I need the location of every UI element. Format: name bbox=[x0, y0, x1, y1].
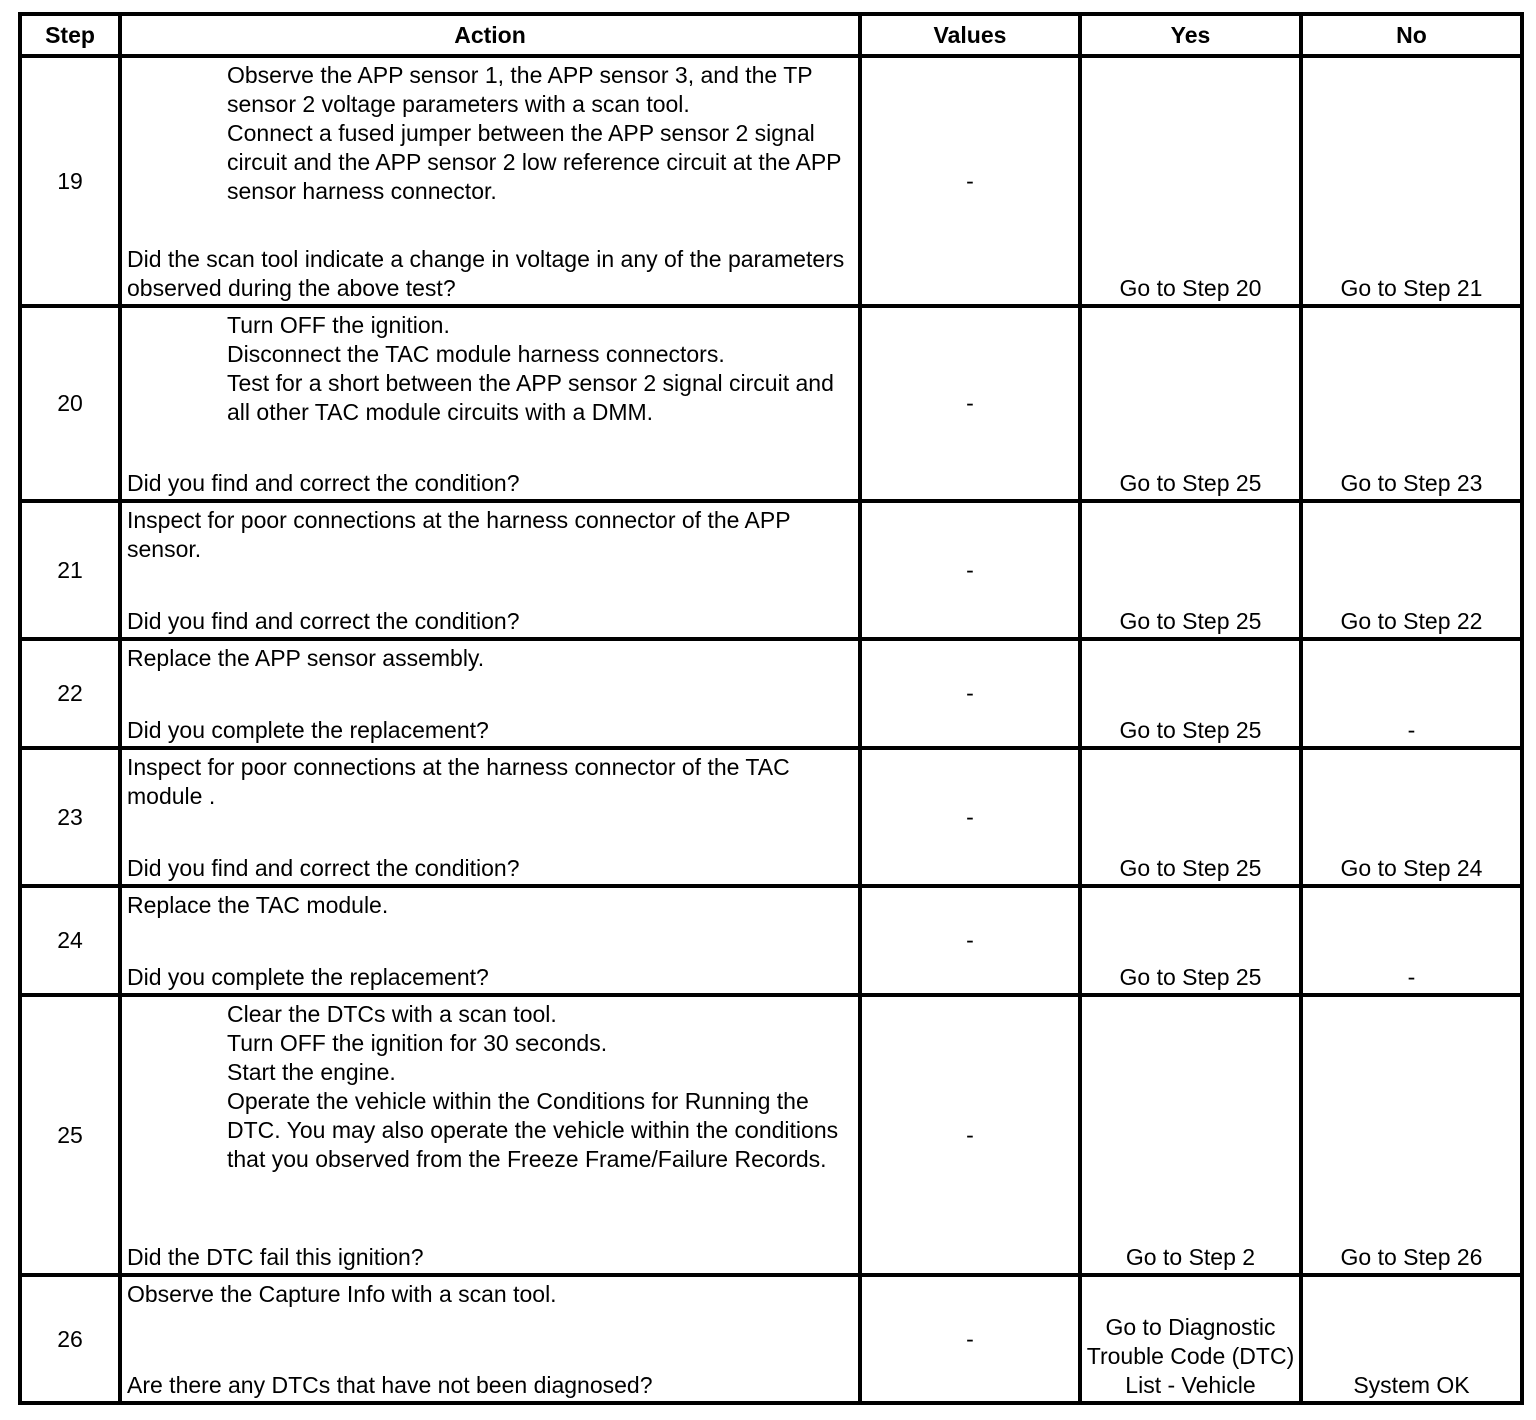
values-cell: - bbox=[860, 1275, 1080, 1403]
action-cell bbox=[120, 56, 860, 306]
action-content bbox=[122, 641, 858, 746]
action-question: Did you find and correct the condition? bbox=[127, 608, 520, 634]
step-number: 21 bbox=[20, 501, 120, 639]
action-cell bbox=[120, 886, 860, 995]
values-cell: - bbox=[860, 639, 1080, 748]
action-content bbox=[122, 1277, 858, 1401]
action-step-text: Test for a short between the APP sensor 2 signal circuit and all other TAC module circuits with a DMM. bbox=[227, 370, 834, 425]
action-instructions bbox=[127, 1280, 854, 1309]
action-steps bbox=[127, 1000, 854, 1174]
values-cell: - bbox=[860, 886, 1080, 995]
table-row bbox=[20, 748, 1522, 886]
action-description: Inspect for poor connections at the harness connector of the APP sensor. bbox=[127, 507, 791, 562]
action-description: Replace the TAC module. bbox=[127, 892, 389, 918]
yes-cell: Go to Step 25 bbox=[1080, 639, 1301, 748]
table-row bbox=[20, 995, 1522, 1275]
action-question: Did the DTC fail this ignition? bbox=[127, 1244, 424, 1270]
diagnostic-table bbox=[18, 12, 1524, 1405]
step-number: 22 bbox=[20, 639, 120, 748]
table-row bbox=[20, 56, 1522, 306]
action-cell bbox=[120, 1275, 860, 1403]
action-cell bbox=[120, 639, 860, 748]
table-row bbox=[20, 501, 1522, 639]
action-step-text: Connect a fused jumper between the APP sensor 2 signal circuit and the APP sensor 2 low reference circuit at the APP sensor harness connector. bbox=[227, 120, 842, 204]
table-body bbox=[20, 56, 1522, 1403]
values-cell: - bbox=[860, 501, 1080, 639]
action-instructions bbox=[127, 753, 854, 811]
action-instructions bbox=[127, 506, 854, 564]
values-cell: - bbox=[860, 995, 1080, 1275]
action-instructions bbox=[127, 644, 854, 673]
step-number: 25 bbox=[20, 995, 120, 1275]
header-no: No bbox=[1301, 14, 1522, 56]
no-cell: Go to Step 23 bbox=[1301, 306, 1522, 501]
action-cell bbox=[120, 748, 860, 886]
values-cell: - bbox=[860, 56, 1080, 306]
action-question: Did you complete the replacement? bbox=[127, 717, 489, 743]
action-step-text: Clear the DTCs with a scan tool. bbox=[227, 1001, 557, 1027]
action-step-text: Disconnect the TAC module harness connectors. bbox=[227, 341, 725, 367]
action-step-text: Operate the vehicle within the Conditions for Running the DTC. You may also operate the vehicle within the conditions that you observed from the Freeze Frame/Failure Records. bbox=[227, 1088, 839, 1172]
action-question: Did you find and correct the condition? bbox=[127, 855, 520, 881]
header-action: Action bbox=[120, 14, 860, 56]
action-content bbox=[122, 997, 858, 1273]
action-content bbox=[122, 750, 858, 884]
header-step: Step bbox=[20, 14, 120, 56]
action-cell bbox=[120, 306, 860, 501]
header-yes: Yes bbox=[1080, 14, 1301, 56]
values-cell: - bbox=[860, 748, 1080, 886]
action-question: Did you complete the replacement? bbox=[127, 964, 489, 990]
action-content bbox=[122, 503, 858, 637]
yes-cell: Go to Step 25 bbox=[1080, 306, 1301, 501]
action-step-text: Start the engine. bbox=[227, 1059, 396, 1085]
action-step-text: Turn OFF the ignition. bbox=[227, 312, 450, 338]
action-description: Inspect for poor connections at the harness connector of the TAC module . bbox=[127, 754, 790, 809]
no-cell: Go to Step 22 bbox=[1301, 501, 1522, 639]
table-row bbox=[20, 306, 1522, 501]
step-number: 23 bbox=[20, 748, 120, 886]
table-row bbox=[20, 639, 1522, 748]
action-steps bbox=[127, 61, 854, 206]
no-cell: Go to Step 26 bbox=[1301, 995, 1522, 1275]
yes-cell: Go to Diagnostic Trouble Code (DTC) List - Vehicle bbox=[1080, 1275, 1301, 1403]
action-question: Did you find and correct the condition? bbox=[127, 470, 520, 496]
step-number: 24 bbox=[20, 886, 120, 995]
yes-cell: Go to Step 25 bbox=[1080, 501, 1301, 639]
header-values: Values bbox=[860, 14, 1080, 56]
yes-cell: Go to Step 2 bbox=[1080, 995, 1301, 1275]
table-row bbox=[20, 1275, 1522, 1403]
table-row bbox=[20, 886, 1522, 995]
yes-cell: Go to Step 20 bbox=[1080, 56, 1301, 306]
action-description: Replace the APP sensor assembly. bbox=[127, 645, 485, 671]
action-question: Did the scan tool indicate a change in voltage in any of the parameters observed during the above test? bbox=[127, 246, 845, 301]
action-content bbox=[122, 888, 858, 993]
action-content bbox=[122, 58, 858, 304]
action-content bbox=[122, 308, 858, 499]
no-cell: - bbox=[1301, 639, 1522, 748]
no-cell: System OK bbox=[1301, 1275, 1522, 1403]
no-cell: Go to Step 21 bbox=[1301, 56, 1522, 306]
action-description: Observe the Capture Info with a scan tool. bbox=[127, 1281, 557, 1307]
step-number: 20 bbox=[20, 306, 120, 501]
action-question: Are there any DTCs that have not been diagnosed? bbox=[127, 1372, 653, 1398]
yes-cell: Go to Step 25 bbox=[1080, 886, 1301, 995]
header-row bbox=[20, 14, 1522, 56]
action-step-text: Observe the APP sensor 1, the APP sensor 3, and the TP sensor 2 voltage parameters with a scan tool. bbox=[227, 62, 813, 117]
action-instructions bbox=[127, 1000, 854, 1174]
action-cell bbox=[120, 501, 860, 639]
action-steps bbox=[127, 311, 854, 427]
action-instructions bbox=[127, 311, 854, 427]
values-cell: - bbox=[860, 306, 1080, 501]
action-instructions bbox=[127, 891, 854, 920]
action-cell bbox=[120, 995, 860, 1275]
no-cell: Go to Step 24 bbox=[1301, 748, 1522, 886]
action-step-text: Turn OFF the ignition for 30 seconds. bbox=[227, 1030, 608, 1056]
yes-cell: Go to Step 25 bbox=[1080, 748, 1301, 886]
step-number: 19 bbox=[20, 56, 120, 306]
action-instructions bbox=[127, 61, 854, 206]
step-number: 26 bbox=[20, 1275, 120, 1403]
no-cell: - bbox=[1301, 886, 1522, 995]
